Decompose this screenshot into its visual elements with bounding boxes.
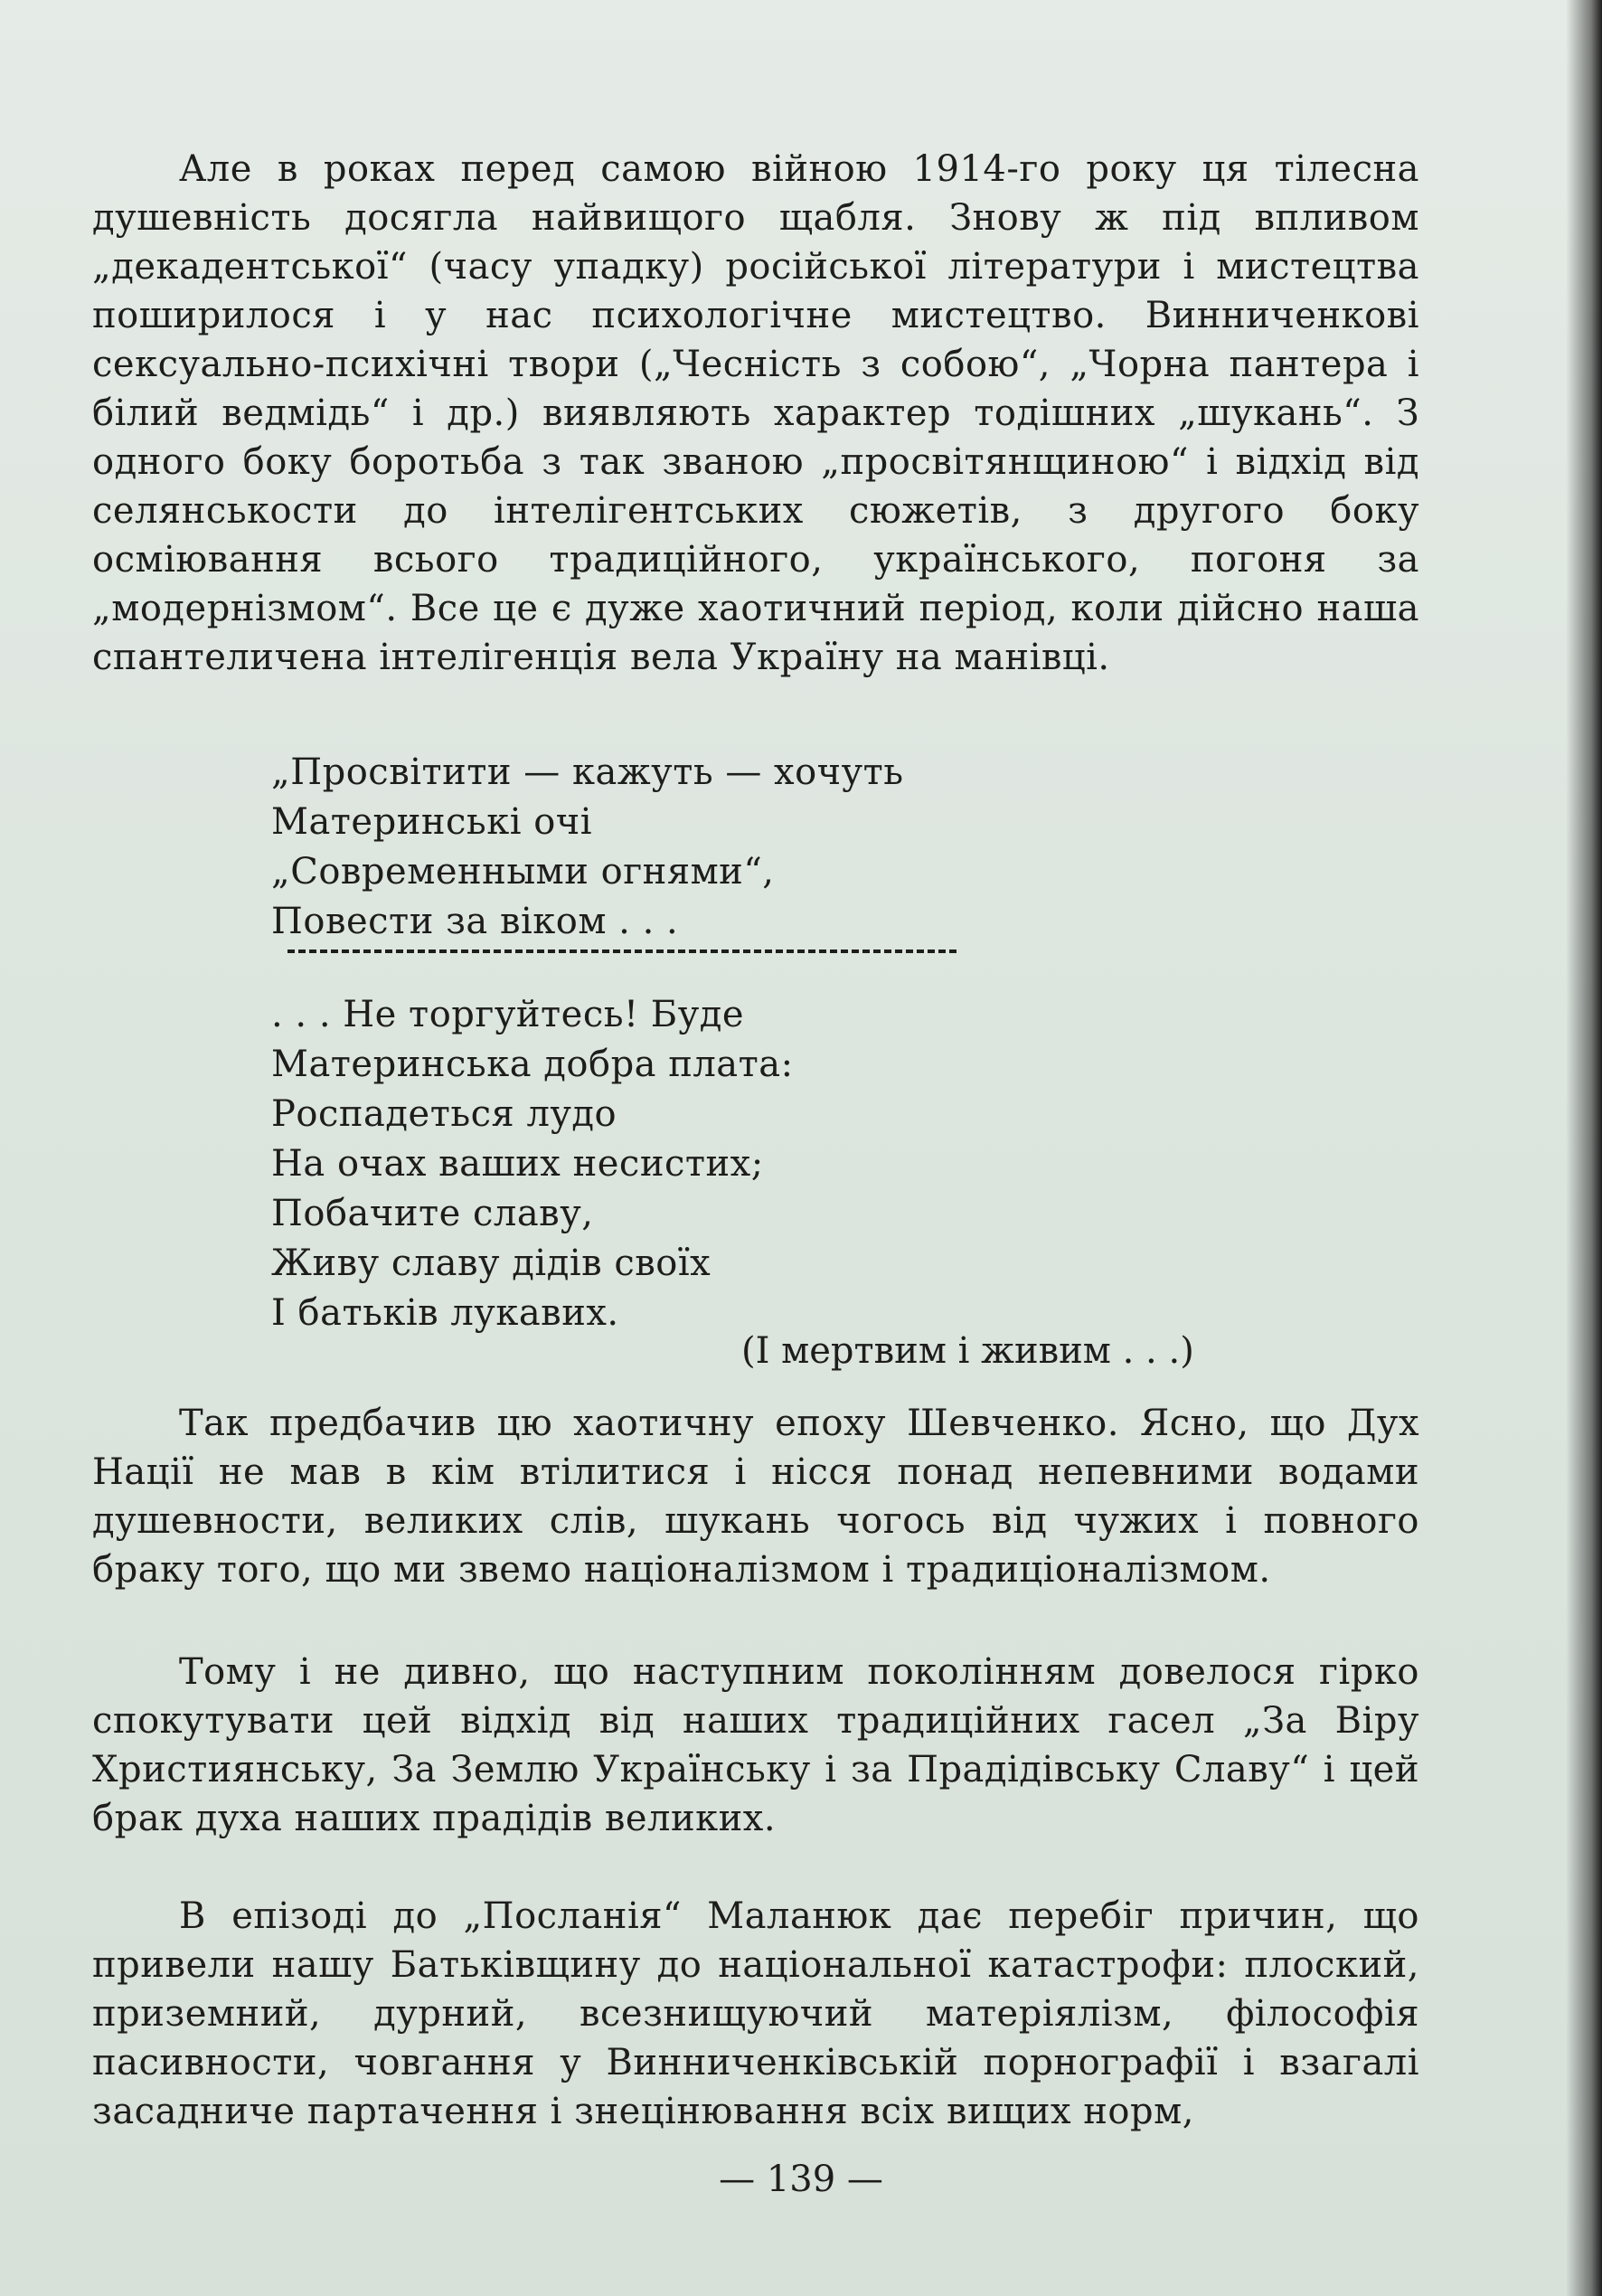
- paragraph-text: Але в роках перед самою війною 1914-го року ця тілесна душевність досягла найвищого щабля. Знову ж під впливом „декадентської“ (часу упадку) російської літератури і мистецтва поширилося і у нас психологічне мистецтво. Винниченкові сексуально-психічні твори („Чесність з собою“, „Чорна пантера і білий ведмідь“ і др.) виявляють характер тодішних „шукань“. З одного боку боротьба з так званою „просвітянщиною“ і відхід від селянськости до інтелігентських сюжетів, з другого боку осміювання всього традиційного, українського, погоня за „модернізмом“. Все це є дуже хаотичний період, коли дійсно наша спантеличена інтелігенція вела Україну на манівці.: [92, 148, 1419, 678]
- poem-line: „Современными огнями“,: [271, 851, 775, 893]
- poem-line: Повести за віком . . .: [271, 901, 679, 942]
- dashed-separator: [287, 950, 956, 953]
- poem-line: . . . Не торгуйтесь! Буде: [271, 994, 745, 1035]
- paragraph-text: Тому і не дивно, що наступним поколінням довелося гірко спокутувати цей відхід від наших традиційних гасел „За Віру Християнську, За Землю Українську і за Прадідівську Славу“ і цей брак духа наших прадідів великих.: [92, 1651, 1419, 1839]
- poem-line: На очах ваших несистих;: [271, 1143, 764, 1185]
- poem-line: Побачите славу,: [271, 1193, 594, 1234]
- paragraph-text: Так предбачив цю хаотичну епоху Шевченко. Ясно, що Дух Нації не мав в кім втілитися і нісся понад непевними водами душевности, великих слів, шукань чогось від чужих і повного браку того, що ми звемо націоналізмом і традиціоналізмом.: [92, 1403, 1419, 1591]
- paragraph-intro: [92, 145, 1419, 682]
- poem-line: Роспадеться лудо: [271, 1093, 617, 1135]
- poem-line: Живу славу дідів своїх: [271, 1242, 711, 1284]
- poem-line: Материнська добра плата:: [271, 1044, 794, 1085]
- poem-stanza-1: [271, 748, 1266, 947]
- paragraph-text: В епізоді до „Посланія“ Маланюк дає перебіг причин, що привели нашу Батьківщину до національної катастрофи: плоский, приземний, дурний, всезнищуючий матеріялізм, філософія пасивности, човгання у Винниченківській порнографії і взагалі засадниче партачення і знецінювання всіх вищих норм,: [92, 1895, 1419, 2132]
- paragraph-shevchenko: [92, 1399, 1419, 1594]
- poem-line: „Просвітити — кажуть — хочуть: [271, 751, 904, 793]
- poem-stanza-2: [271, 990, 1266, 1338]
- poem-line: І батьків лукавих.: [271, 1292, 619, 1334]
- poem-attribution: (І мертвим і живим . . .): [741, 1330, 1194, 1372]
- paragraph-consequences: [92, 1648, 1419, 1843]
- poem-line: Материнські очі: [271, 801, 593, 843]
- page-number: — 139 —: [719, 2159, 883, 2200]
- page-edge-shadow: [1566, 0, 1602, 2296]
- paragraph-malaniuk: [92, 1892, 1419, 2136]
